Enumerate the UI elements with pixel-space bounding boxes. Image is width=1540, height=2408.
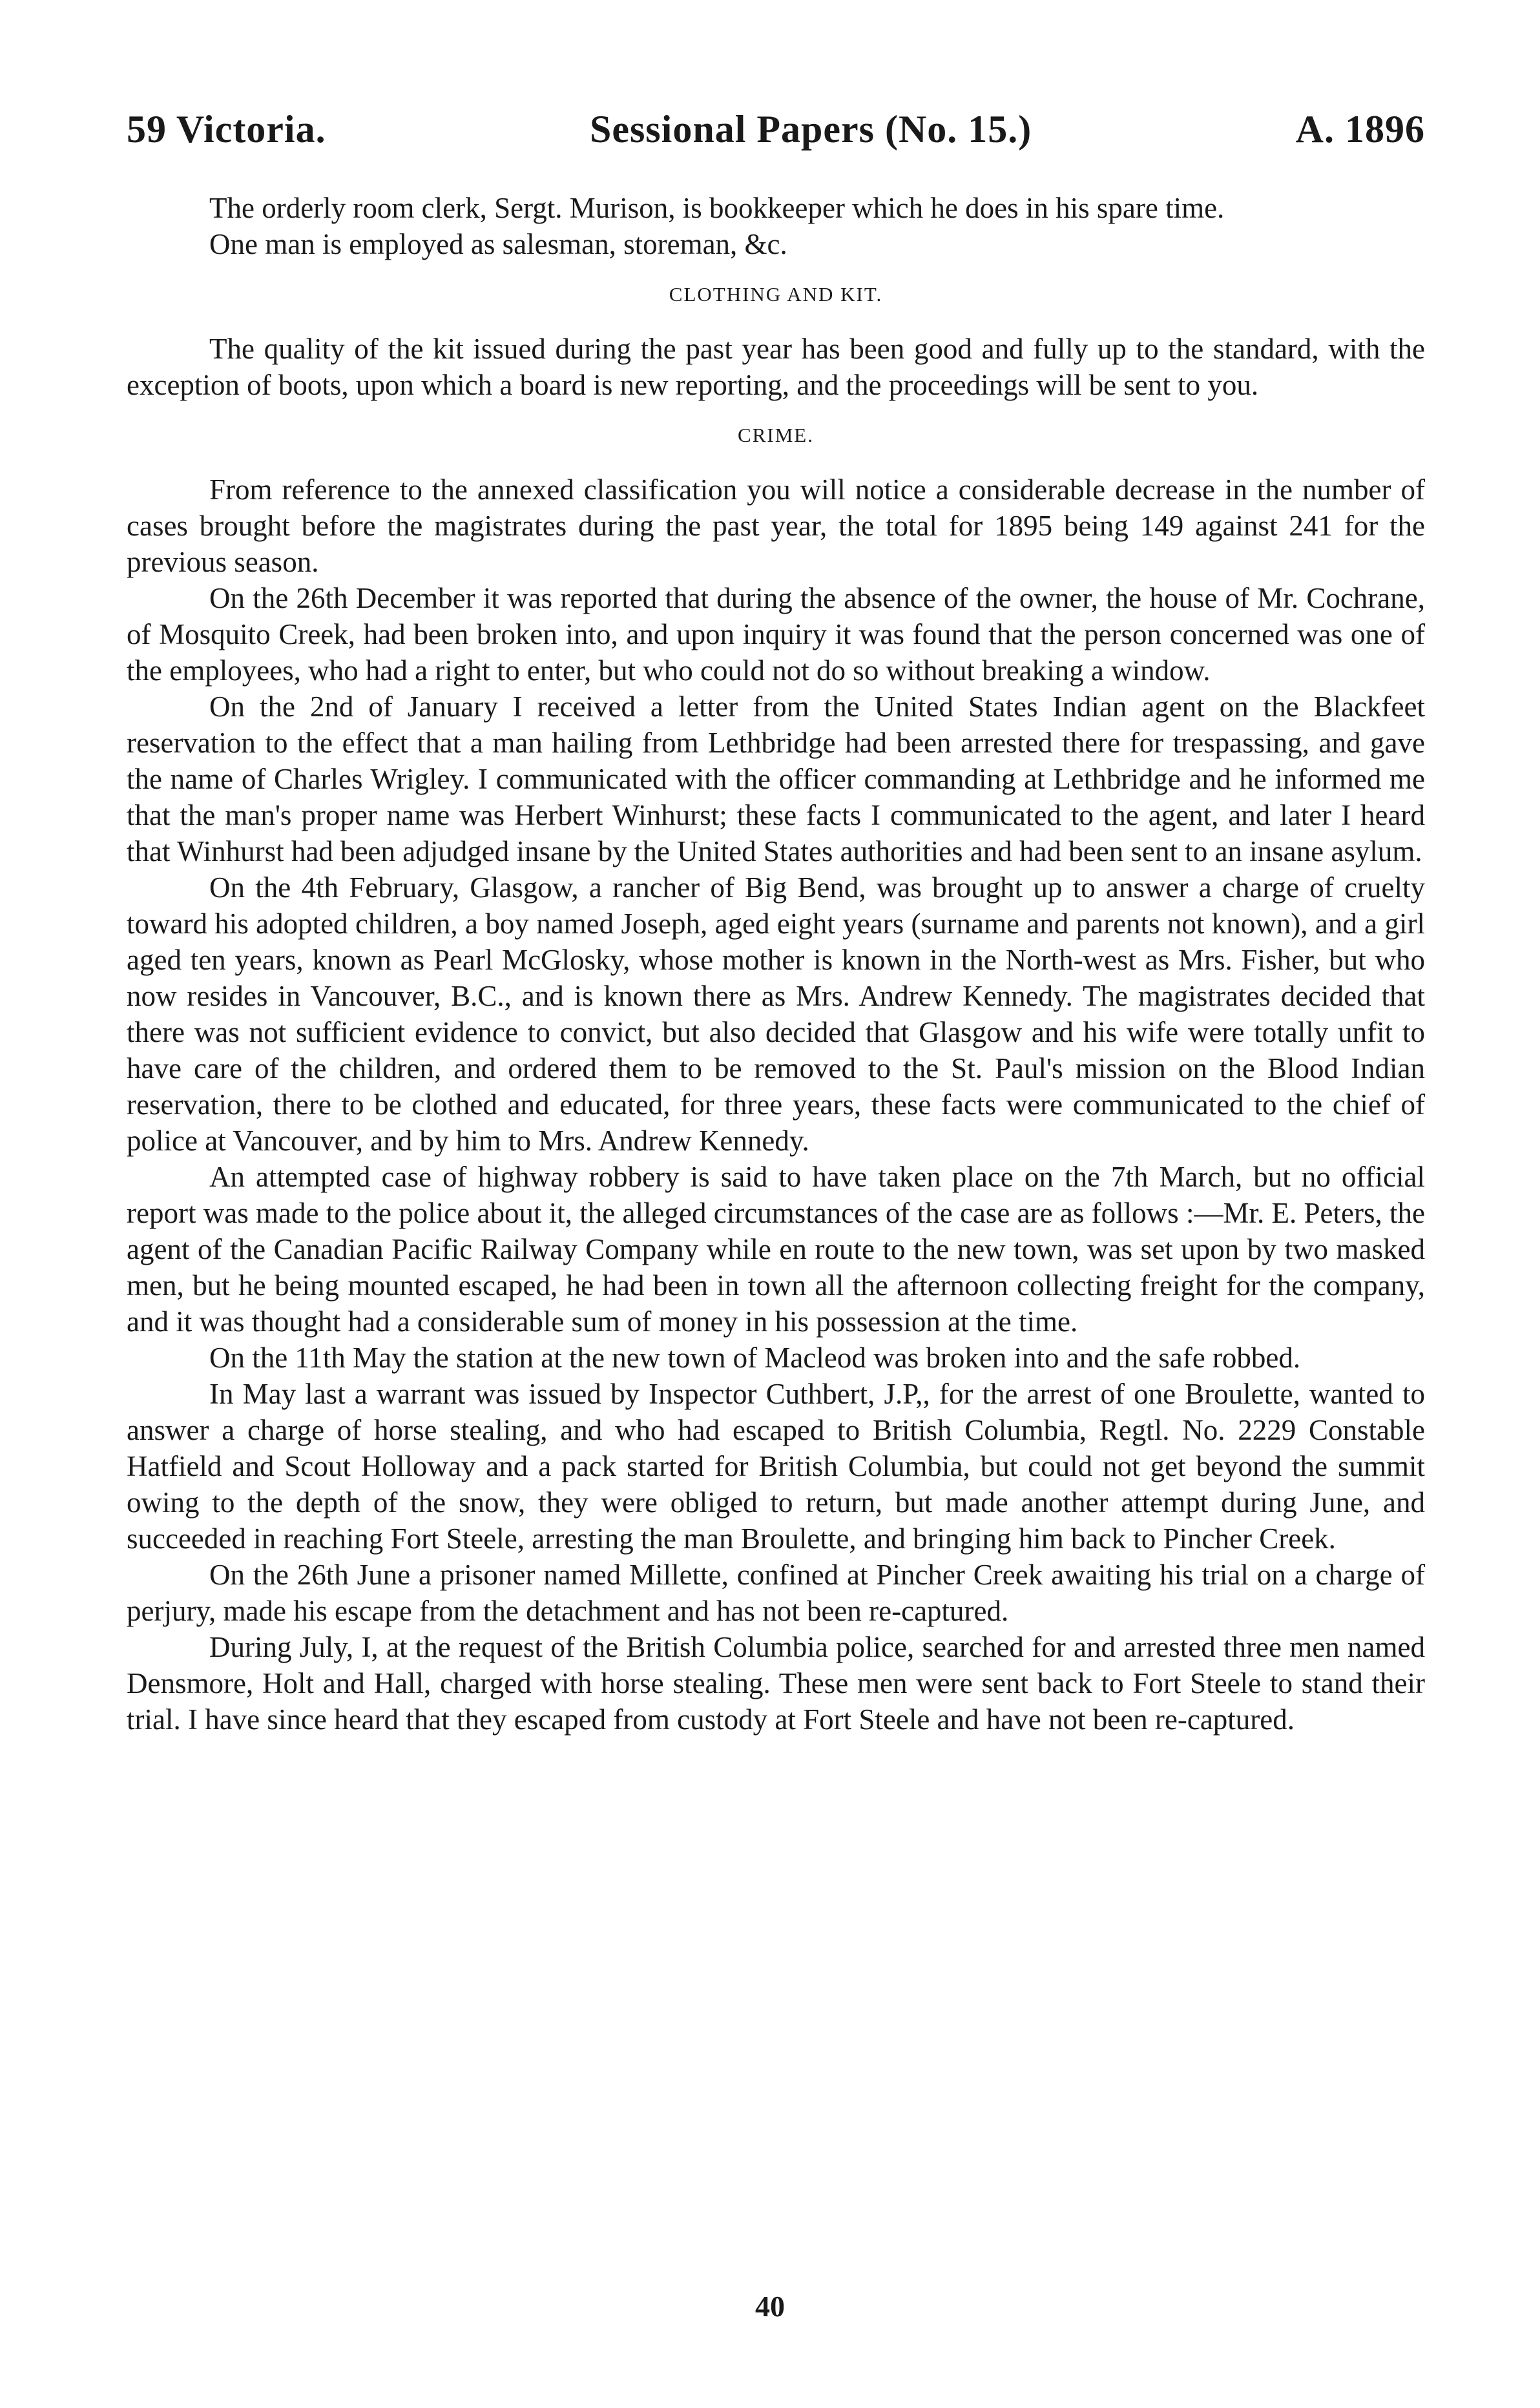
intro-paragraph: The orderly room clerk, Sergt. Murison, is bookkeeper which he does in his spare time.: [209, 192, 1225, 224]
crime-paragraph: In May last a warrant was issued by Inspector Cuthbert, J.P,, for the arrest of one Broulette, wanted to answer a charge of horse stealing, and who had escaped to British Columbia, Regtl. No. 2229 Constable Hatfield and Scout Holloway and a pack started for British Columbia, but could not get beyond the summit owing to the depth of the snow, they were obliged to return, but made another attempt during June, and succeeded in reaching Fort Steele, arresting the man Broulette, and bringing him back to Pincher Creek.: [127, 1378, 1425, 1555]
header-session: 59 Victoria.: [127, 108, 326, 150]
header-title: Sessional Papers (No. 15.): [589, 108, 1032, 150]
crime-paragraph: From reference to the annexed classification you will notice a considerable decrease in the number of cases brought before the magistrates during the past year, the total for 1895 being 149 against 241 for the previous season.: [127, 473, 1425, 578]
crime-paragraph: On the 4th February, Glasgow, a rancher of Big Bend, was brought up to answer a charge of cruelty toward his adopted children, a boy named Joseph, aged eight years (surname and parents not known), and a girl aged ten years, known as Pearl McGlosky, whose mother is known in the North-west as Mrs. Fisher, but who now resides in Vancouver, B.C., and is known there as Mrs. Andrew Kennedy. The magistrates decided that there was not sufficient evidence to convict, but also decided that Glasgow and his wife were totally unfit to have care of the children, and ordered them to be removed to the St. Paul's mission on the Blood Indian reservation, there to be clothed and educated, for three years, these facts were communicated to the chief of police at Vancouver, and by him to Mrs. Andrew Kennedy.: [127, 871, 1425, 1157]
crime-paragraph: On the 2nd of January I received a letter from the United States Indian agent on the Blackfeet reservation to the effect that a man hailing from Lethbridge had been arrested there for trespassing, and gave the name of Charles Wrigley. I communicated with the officer commanding at Lethbridge and he informed me that the man's proper name was Herbert Winhurst; these facts I communicated to the agent, and later I heard that Winhurst had been adjudged insane by the United States authorities and had been sent to an insane asylum.: [127, 690, 1425, 867]
crime-paragraph: On the 26th December it was reported that during the absence of the owner, the house of Mr. Cochrane, of Mosquito Creek, had been broken into, and upon inquiry it was found that the person concerned was one of the employees, who had a right to enter, but who could not do so without breaking a window.: [127, 582, 1425, 687]
header-year: A. 1896: [1295, 108, 1425, 150]
crime-paragraph: During July, I, at the request of the British Columbia police, searched for and arrested three men named Densmore, Holt and Hall, charged with horse stealing. These men were sent back to Fort Steele to stand their trial. I have since heard that they escaped from custody at Fort Steele and have not been re-captured.: [127, 1631, 1425, 1736]
section-heading-crime: CRIME.: [738, 424, 814, 446]
crime-paragraph: On the 26th June a prisoner named Millette, confined at Pincher Creek awaiting his trial on a charge of perjury, made his escape from the detachment and has not been re-captured.: [127, 1559, 1425, 1627]
clothing-paragraph: The quality of the kit issued during the past year has been good and fully up to the standard, with the exception of boots, upon which a board is new reporting, and the proceedings will be sent to you.: [127, 333, 1425, 401]
page-number: 40: [755, 2290, 785, 2323]
crime-paragraph: On the 11th May the station at the new town of Macleod was broken into and the safe robbed.: [209, 1342, 1301, 1374]
body-text: [127, 190, 1425, 1738]
intro-paragraph: One man is employed as salesman, storeman, &c.: [209, 228, 787, 260]
running-head: [127, 110, 1425, 149]
section-heading-clothing: CLOTHING AND KIT.: [669, 283, 883, 306]
crime-paragraph: An attempted case of highway robbery is said to have taken place on the 7th March, but no official report was made to the police about it, the alleged circumstances of the case are as follows :—Mr. E. Peters, the agent of the Canadian Pacific Railway Company while en route to the new town, was set upon by two masked men, but he being mounted escaped, he had been in town all the afternoon collecting freight for the company, and it was thought had a considerable sum of money in his possession at the time.: [127, 1161, 1425, 1338]
document-page: [127, 110, 1425, 1738]
